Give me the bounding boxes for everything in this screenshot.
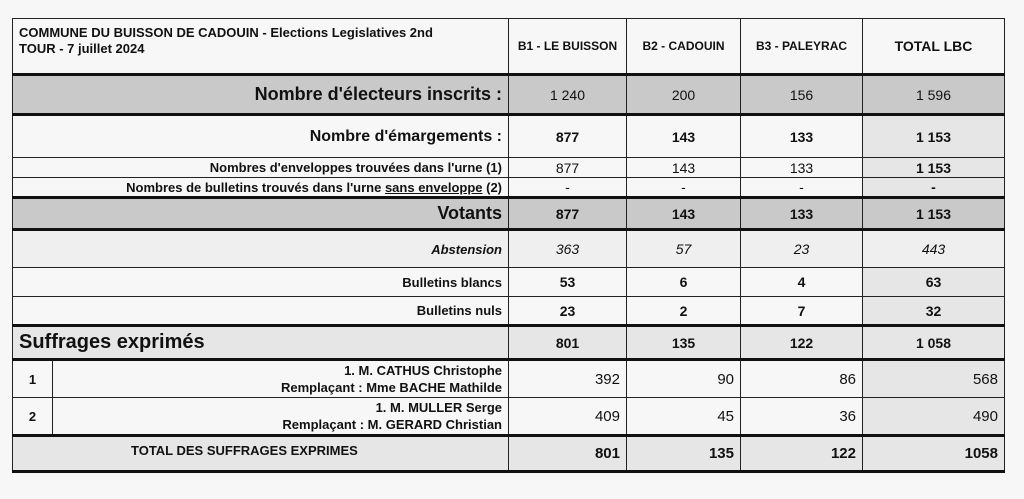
value-votants-b2: 143 [627, 198, 741, 230]
row-abstension [13, 230, 1005, 268]
value-blancs-b3: 4 [741, 268, 863, 297]
value-votants-b3: 133 [741, 198, 863, 230]
column-header-b2: B2 - CADOUIN [627, 19, 741, 75]
candidate-row [13, 360, 1005, 398]
label-sans-enveloppe [13, 178, 509, 198]
candidate-name-cell [53, 398, 509, 436]
label-votants: Votants [13, 198, 509, 230]
candidate-value-b3: 86 [741, 360, 863, 398]
candidate-name-cell [53, 360, 509, 398]
row-votants [13, 198, 1005, 230]
value-enveloppes-b1: 877 [509, 158, 627, 178]
value-inscrits-b3: 156 [741, 75, 863, 115]
candidate-value-total: 568 [863, 360, 1005, 398]
value-exprimes-b2: 135 [627, 326, 741, 360]
label-inscrits: Nombre d'électeurs inscrits : [13, 75, 509, 115]
value-total-b3: 122 [741, 436, 863, 472]
value-nuls-total: 32 [863, 297, 1005, 326]
value-sans-enveloppe-b2: - [627, 178, 741, 198]
column-header-b3: B3 - PALEYRAC [741, 19, 863, 75]
candidate-substitute: Remplaçant : Mme BACHE Mathilde [280, 380, 502, 395]
label-blancs: Bulletins blancs [13, 268, 509, 297]
row-total-suffrages [13, 436, 1005, 472]
value-exprimes-b3: 122 [741, 326, 863, 360]
candidate-number: 1 [13, 360, 53, 398]
column-header-total: TOTAL LBC [863, 19, 1005, 75]
value-sans-enveloppe-total: - [863, 178, 1005, 198]
label-abstension: Abstension [13, 230, 509, 268]
value-nuls-b1: 23 [509, 297, 627, 326]
value-votants-total: 1 153 [863, 198, 1005, 230]
value-abstension-b2: 57 [627, 230, 741, 268]
row-sans-enveloppe [13, 178, 1005, 198]
value-enveloppes-total: 1 153 [863, 158, 1005, 178]
value-abstension-b1: 363 [509, 230, 627, 268]
value-enveloppes-b3: 133 [741, 158, 863, 178]
label-emargements: Nombre d'émargements : [13, 115, 509, 158]
document-title [13, 19, 509, 75]
row-nuls [13, 297, 1005, 326]
value-emargements-total: 1 153 [863, 115, 1005, 158]
label-exprimes: Suffrages exprimés [13, 326, 509, 360]
row-enveloppes [13, 158, 1005, 178]
value-enveloppes-b2: 143 [627, 158, 741, 178]
value-emargements-b1: 877 [509, 115, 627, 158]
value-emargements-b3: 133 [741, 115, 863, 158]
value-inscrits-b1: 1 240 [509, 75, 627, 115]
value-blancs-b1: 53 [509, 268, 627, 297]
title-line-2: TOUR - 7 juillet 2024 [19, 41, 145, 56]
value-sans-enveloppe-b1: - [509, 178, 627, 198]
value-inscrits-total: 1 596 [863, 75, 1005, 115]
label-total-suffrages: TOTAL DES SUFFRAGES EXPRIMES [13, 436, 509, 472]
value-total-lbc: 1058 [863, 436, 1005, 472]
value-nuls-b2: 2 [627, 297, 741, 326]
value-blancs-total: 63 [863, 268, 1005, 297]
value-nuls-b3: 7 [741, 297, 863, 326]
value-total-b1: 801 [509, 436, 627, 472]
value-exprimes-b1: 801 [509, 326, 627, 360]
value-abstension-total: 443 [863, 230, 1005, 268]
candidate-value-b2: 45 [627, 398, 741, 436]
header-row [13, 19, 1005, 75]
label-nuls: Bulletins nuls [13, 297, 509, 326]
candidate-name: 1. M. CATHUS Christophe [344, 363, 502, 378]
column-header-b1: B1 - LE BUISSON [509, 19, 627, 75]
row-emargements [13, 115, 1005, 158]
value-votants-b1: 877 [509, 198, 627, 230]
label-sans-enveloppe-suffix: (2) [482, 179, 502, 195]
candidate-value-b1: 409 [509, 398, 627, 436]
value-sans-enveloppe-b3: - [741, 178, 863, 198]
candidate-name: 1. M. MULLER Serge [375, 400, 502, 415]
row-inscrits [13, 75, 1005, 115]
candidate-value-b1: 392 [509, 360, 627, 398]
value-inscrits-b2: 200 [627, 75, 741, 115]
candidate-value-b3: 36 [741, 398, 863, 436]
label-sans-enveloppe-underlined: sans enveloppe [384, 179, 483, 195]
candidate-number: 2 [13, 398, 53, 436]
title-line-1: COMMUNE DU BUISSON DE CADOUIN - Elections Legislatives 2nd [19, 25, 433, 40]
value-total-b2: 135 [627, 436, 741, 472]
label-sans-enveloppe-prefix: Nombres de bulletins trouvés dans l'urne [126, 179, 385, 195]
value-abstension-b3: 23 [741, 230, 863, 268]
value-exprimes-total: 1 058 [863, 326, 1005, 360]
election-results-table [12, 18, 1005, 473]
row-exprimes [13, 326, 1005, 360]
candidate-value-b2: 90 [627, 360, 741, 398]
candidate-value-total: 490 [863, 398, 1005, 436]
label-enveloppes: Nombres d'enveloppes trouvées dans l'urne (1) [13, 158, 509, 178]
row-blancs [13, 268, 1005, 297]
candidate-substitute: Remplaçant : M. GERARD Christian [282, 417, 502, 432]
value-blancs-b2: 6 [627, 268, 741, 297]
value-emargements-b2: 143 [627, 115, 741, 158]
candidate-row [13, 398, 1005, 436]
